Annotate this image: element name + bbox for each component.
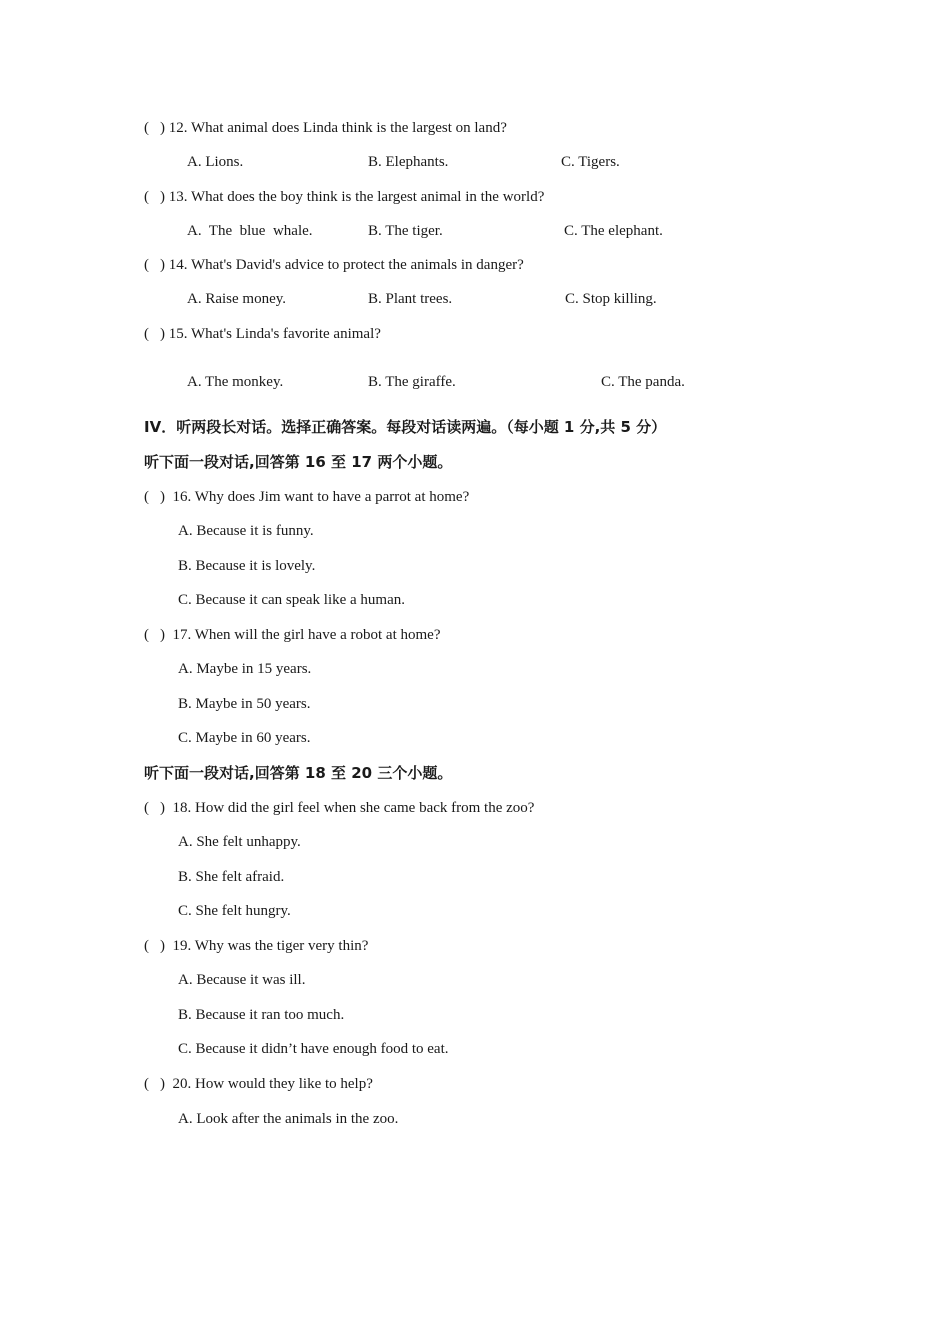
section-iv-heading: IV．听两段长对话。选择正确答案。每段对话读两遍。（每小题 1 分,共 5 分） [144, 418, 667, 436]
q19-option-c: C. Because it didn’t have enough food to eat. [178, 1041, 449, 1057]
q17-option-c: C. Maybe in 60 years. [178, 730, 311, 746]
question-text: 15. What's Linda's favorite animal? [168, 326, 381, 342]
q17-option-a: A. Maybe in 15 years. [178, 661, 312, 677]
option-b: B. The giraffe. [368, 374, 456, 390]
option-b: B. Elephants. [368, 154, 449, 170]
question-text: 13. What does the boy think is the largest animal in the world? [168, 189, 545, 205]
question-16 [144, 488, 469, 506]
q19-option-b: B. Because it ran too much. [178, 1007, 345, 1023]
q16-option-a: A. Because it is funny. [178, 523, 314, 539]
answer-blank[interactable]: ( [144, 189, 149, 205]
option-a: A. The monkey. [187, 374, 284, 390]
q16-option-c: C. Because it can speak like a human. [178, 592, 406, 608]
option-b: B. The tiger. [368, 223, 443, 239]
question-13 [144, 188, 544, 206]
q20-option-a: A. Look after the animals in the zoo. [178, 1111, 399, 1127]
option-c: C. The panda. [601, 374, 685, 390]
question-14 [144, 256, 524, 274]
q18-option-c: C. She felt hungry. [178, 903, 291, 919]
option-b: B. Plant trees. [368, 291, 453, 307]
dialog-2-intro: 听下面一段对话,回答第 18 至 20 三个小题。 [144, 764, 453, 782]
answer-blank[interactable]: ( [144, 800, 149, 816]
question-18 [144, 799, 534, 817]
question-text: ) 16. Why does Jim want to have a parrot at home? [160, 489, 470, 505]
answer-blank[interactable]: ( [144, 257, 149, 273]
question-text: 14. What's David's advice to protect the animals in danger? [168, 257, 524, 273]
q17-option-b: B. Maybe in 50 years. [178, 696, 311, 712]
question-12 [144, 119, 507, 137]
close-paren: ) [160, 120, 165, 136]
option-c: C. The elephant. [564, 223, 663, 239]
question-text: ) 20. How would they like to help? [160, 1076, 373, 1092]
dialog-1-intro: 听下面一段对话,回答第 16 至 17 两个小题。 [144, 453, 453, 471]
question-text: 12. What animal does Linda think is the largest on land? [168, 120, 507, 136]
close-paren: ) [160, 189, 165, 205]
q18-option-a: A. She felt unhappy. [178, 834, 301, 850]
answer-blank[interactable]: ( [144, 938, 149, 954]
option-a: A. The blue whale. [187, 223, 313, 239]
q18-option-b: B. She felt afraid. [178, 869, 285, 885]
answer-blank[interactable]: ( [144, 120, 149, 136]
question-15 [144, 325, 381, 343]
answer-blank[interactable]: ( [144, 489, 149, 505]
question-20 [144, 1075, 373, 1093]
close-paren: ) [160, 257, 165, 273]
question-19 [144, 937, 368, 955]
answer-blank[interactable]: ( [144, 326, 149, 342]
option-c: C. Tigers. [561, 154, 620, 170]
option-c: C. Stop killing. [565, 291, 657, 307]
option-a: A. Lions. [187, 154, 244, 170]
question-text: ) 18. How did the girl feel when she came back from the zoo? [160, 800, 535, 816]
question-text: ) 17. When will the girl have a robot at home? [160, 627, 441, 643]
question-17 [144, 626, 440, 644]
q16-option-b: B. Because it is lovely. [178, 558, 316, 574]
close-paren: ) [160, 326, 165, 342]
q19-option-a: A. Because it was ill. [178, 972, 306, 988]
question-text: ) 19. Why was the tiger very thin? [160, 938, 369, 954]
option-a: A. Raise money. [187, 291, 287, 307]
answer-blank[interactable]: ( [144, 1076, 149, 1092]
answer-blank[interactable]: ( [144, 627, 149, 643]
